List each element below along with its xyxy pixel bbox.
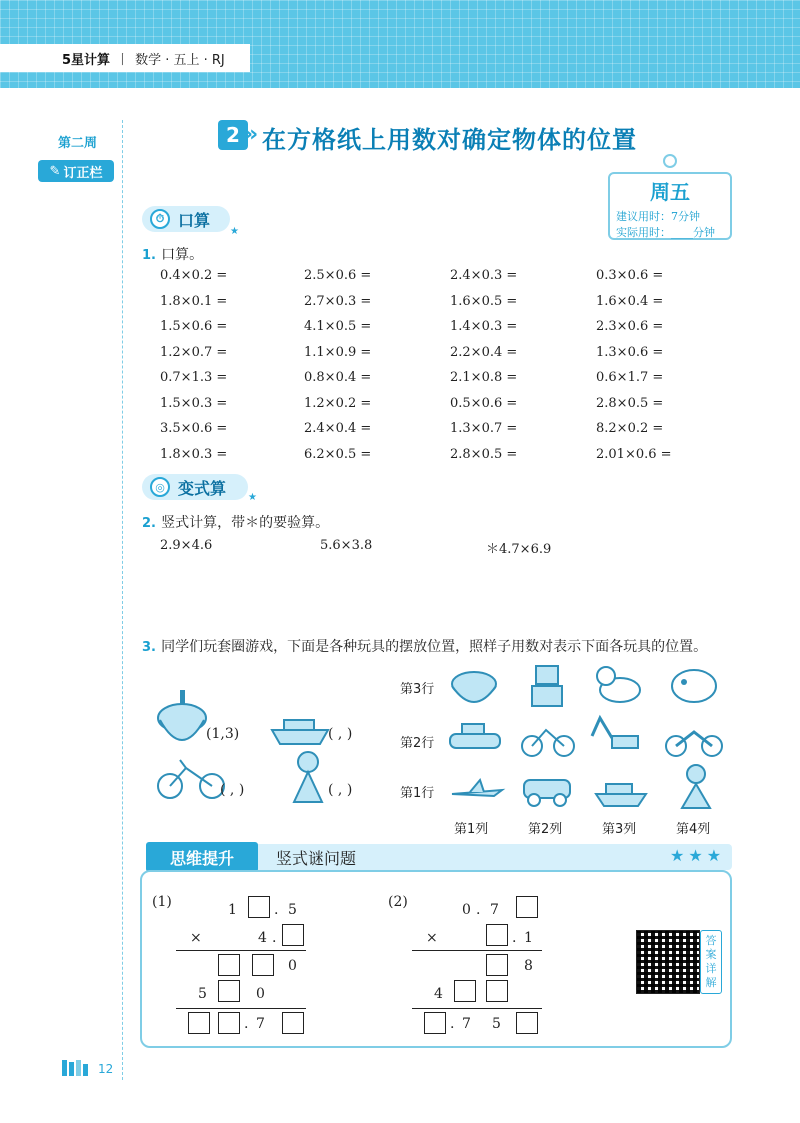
qr-code[interactable] bbox=[636, 930, 700, 994]
calc-item: 2.3×0.6 = bbox=[596, 319, 664, 334]
calc-item: 2.7×0.3 = bbox=[304, 293, 372, 309]
puzzle-2-blank[interactable] bbox=[424, 1012, 446, 1034]
books-icon bbox=[60, 1058, 94, 1078]
puzzle-1-digit: 0 bbox=[256, 986, 265, 1002]
actual-time: 实际用时：____分钟 bbox=[616, 226, 715, 239]
puzzle-1-blank[interactable] bbox=[282, 924, 304, 946]
coord-blank-doll[interactable]: ( , ) bbox=[328, 782, 353, 798]
correction-label bbox=[38, 160, 114, 182]
question-3 bbox=[142, 636, 732, 656]
q3-number: 3. bbox=[142, 640, 156, 655]
calc-item: 1.8×0.1 = bbox=[160, 293, 228, 309]
puzzle-1-digit: 0 bbox=[288, 958, 297, 974]
puzzle-2-dot: . bbox=[476, 902, 481, 918]
calc-item: 1.5×0.3 = bbox=[160, 395, 228, 411]
puzzle-2-digit: 0 bbox=[462, 902, 471, 918]
puzzle-2-blank[interactable] bbox=[516, 1012, 538, 1034]
puzzle-2-blank[interactable] bbox=[486, 924, 508, 946]
day-card bbox=[608, 172, 732, 240]
calc-item: 2.4×0.4 = bbox=[304, 421, 372, 436]
puzzle-1-digit: 4 bbox=[258, 930, 267, 946]
puzzle-1-blank[interactable] bbox=[252, 954, 274, 976]
puzzle-1-digit: 1 bbox=[228, 902, 237, 918]
puzzle-2-blank[interactable] bbox=[516, 896, 538, 918]
question-1 bbox=[142, 244, 203, 264]
calc-item: 2.2×0.4 = bbox=[450, 344, 518, 360]
puzzle-1-digit: 7 bbox=[256, 1016, 265, 1032]
col-label-3: 第3列 bbox=[602, 822, 637, 837]
brand-name: 5星计算 bbox=[62, 52, 111, 68]
robot-icon bbox=[532, 666, 562, 706]
calc-item: 1.2×0.7 = bbox=[160, 344, 228, 360]
calc-item: 1.3×0.7 = bbox=[450, 421, 518, 436]
spinning-top-icon bbox=[452, 672, 496, 702]
page-number: 12 bbox=[98, 1062, 114, 1076]
puzzle-2-digit: 4 bbox=[434, 986, 443, 1002]
puzzle-2-digit: 7 bbox=[490, 902, 499, 918]
col-label-2: 第2列 bbox=[528, 822, 563, 837]
answer-label-char: 案 bbox=[705, 948, 717, 961]
timer-icon: ⏱ bbox=[150, 209, 170, 229]
subject-label: 数学 · 五上 · RJ bbox=[135, 52, 225, 68]
calc-item: 0.6×1.7 = bbox=[596, 370, 664, 385]
puzzle-1-blank[interactable] bbox=[218, 1012, 240, 1034]
q2-text: 竖式计算，带＊的要验算。 bbox=[161, 515, 330, 531]
calc-item: 1.8×0.3 = bbox=[160, 446, 228, 462]
brand-divider: 丨 bbox=[116, 52, 130, 68]
q2-number: 2. bbox=[142, 516, 156, 531]
question-2 bbox=[142, 512, 329, 532]
puzzle-1-blank[interactable] bbox=[282, 1012, 304, 1034]
puzzle-1-rule bbox=[176, 950, 306, 951]
puzzle-1-label: (1) bbox=[152, 894, 172, 910]
puzzle-2-label: (2) bbox=[388, 894, 408, 910]
margin-divider bbox=[122, 120, 123, 1080]
coord-blank-ship[interactable]: ( , ) bbox=[328, 726, 353, 742]
toy-grid bbox=[440, 656, 730, 816]
answer-label-char: 解 bbox=[705, 976, 717, 989]
puzzle-2-digit: 1 bbox=[524, 930, 533, 946]
puzzle-1-digit: 5 bbox=[198, 986, 207, 1002]
row-label-2: 第2行 bbox=[400, 736, 435, 751]
calc-item: 1.6×0.4 = bbox=[596, 293, 664, 309]
calc-item: 3.5×0.6 = bbox=[160, 421, 228, 436]
section-oral-label: 口算 bbox=[178, 210, 211, 230]
ship-icon bbox=[596, 784, 646, 806]
calc-item: 0.3×0.6 = bbox=[596, 268, 664, 283]
puzzle-2-digit: 7 bbox=[462, 1016, 471, 1032]
section-variant-label: 变式算 bbox=[178, 478, 227, 498]
puzzle-1-digit: 5 bbox=[288, 902, 297, 918]
airplane-icon bbox=[452, 780, 502, 796]
star-icon: ★ bbox=[230, 226, 239, 237]
row-label-3: 第3行 bbox=[400, 682, 435, 697]
doll-icon bbox=[682, 765, 710, 808]
bicycle-icon bbox=[158, 760, 224, 798]
calc-item: 1.5×0.6 = bbox=[160, 319, 228, 334]
vertical-calc-3: ＊4.7×6.9 bbox=[486, 542, 552, 557]
calc-item: 1.3×0.6 = bbox=[596, 344, 664, 360]
q3-text: 同学们玩套圈游戏，下面是各种玩具的摆放位置，照样子用数对表示下面各玩具的位置。 bbox=[161, 639, 708, 655]
calc-item: 2.01×0.6 = bbox=[596, 446, 672, 462]
dog-icon bbox=[597, 667, 640, 702]
calc-item: 6.2×0.5 = bbox=[304, 446, 372, 462]
puzzle-2-times: × bbox=[426, 930, 438, 946]
puzzle-1-dot: . bbox=[274, 902, 279, 918]
row-label-1: 第1行 bbox=[400, 786, 435, 801]
puzzle-1-times: × bbox=[190, 930, 202, 946]
target-icon: ◎ bbox=[150, 477, 170, 497]
title-arrow-icon: » bbox=[244, 122, 259, 147]
answer-label bbox=[700, 930, 722, 994]
puzzle-1-rule bbox=[176, 1008, 306, 1009]
calc-item: 4.1×0.5 = bbox=[304, 319, 372, 334]
calc-item: 1.1×0.9 = bbox=[304, 344, 372, 360]
lesson-title: 在方格纸上用数对确定物体的位置 bbox=[262, 126, 637, 154]
col-label-4: 第4列 bbox=[676, 822, 711, 837]
puzzle-2-dot: . bbox=[512, 930, 517, 946]
answer-label-char: 详 bbox=[705, 962, 717, 975]
doll-icon bbox=[294, 752, 322, 802]
difficulty-stars: ★★★ bbox=[670, 846, 726, 865]
bicycle-icon bbox=[522, 730, 574, 756]
puzzle-1-blank[interactable] bbox=[218, 954, 240, 976]
coord-blank-bicycle[interactable]: ( , ) bbox=[220, 782, 245, 798]
puzzle-1-blank[interactable] bbox=[218, 980, 240, 1002]
week-label: 第二周 bbox=[58, 136, 98, 151]
calc-item: 2.8×0.5 = bbox=[596, 395, 664, 411]
q1-number: 1. bbox=[142, 248, 156, 263]
calc-item: 0.4×0.2 = bbox=[160, 268, 228, 283]
puzzle-1-dot: . bbox=[244, 1016, 249, 1032]
q1-text: 口算。 bbox=[161, 247, 204, 263]
puzzle-2-digit: 5 bbox=[492, 1016, 501, 1032]
suggested-time: 建议用时：7分钟 bbox=[616, 210, 700, 223]
puzzle-2-dot: . bbox=[450, 1016, 455, 1032]
car-icon bbox=[524, 780, 570, 806]
calc-item: 1.2×0.2 = bbox=[304, 395, 372, 411]
calc-item: 8.2×0.2 = bbox=[596, 421, 664, 436]
spinning-top-icon bbox=[158, 690, 206, 740]
ship-icon bbox=[272, 720, 328, 744]
star-icon: ★ bbox=[248, 492, 257, 503]
calc-item: 0.8×0.4 = bbox=[304, 370, 372, 385]
section-variant-pill bbox=[142, 474, 248, 500]
guinea-pig-icon bbox=[672, 670, 716, 702]
puzzle-2-blank[interactable] bbox=[454, 980, 476, 1002]
calc-item: 2.4×0.3 = bbox=[450, 268, 518, 283]
puzzle-1-blank[interactable] bbox=[188, 1012, 210, 1034]
motorcycle-icon bbox=[666, 732, 722, 756]
puzzle-2-blank[interactable] bbox=[486, 980, 508, 1002]
puzzle-2-rule bbox=[412, 1008, 542, 1009]
puzzle-2-digit: 8 bbox=[524, 958, 533, 974]
vertical-calc-2: 5.6×3.8 bbox=[320, 538, 373, 553]
answer-label-char: 答 bbox=[705, 934, 717, 947]
pencil-icon: ✎ bbox=[49, 163, 61, 179]
puzzle-2-rule bbox=[412, 950, 542, 951]
excavator-icon bbox=[592, 718, 638, 748]
lesson-number: 2 bbox=[218, 120, 248, 150]
calc-item: 2.1×0.8 = bbox=[450, 370, 518, 385]
brand-bar bbox=[0, 44, 250, 72]
correction-text: 订正栏 bbox=[63, 165, 103, 181]
thinking-subtitle: 竖式谜问题 bbox=[276, 849, 357, 868]
puzzle-1-blank[interactable] bbox=[248, 896, 270, 918]
coord-example: (1,3) bbox=[206, 726, 240, 742]
calc-item: 0.5×0.6 = bbox=[450, 395, 518, 411]
day-label: 周五 bbox=[650, 180, 690, 204]
thinking-title: 思维提升 bbox=[146, 842, 258, 872]
puzzle-1-dot: . bbox=[272, 930, 277, 946]
section-oral-pill bbox=[142, 206, 230, 232]
puzzle-2-blank[interactable] bbox=[486, 954, 508, 976]
calc-item: 1.6×0.5 = bbox=[450, 293, 518, 309]
calc-item: 2.8×0.5 = bbox=[450, 446, 518, 462]
col-label-1: 第1列 bbox=[454, 822, 489, 837]
pin-icon bbox=[663, 154, 677, 168]
calc-item: 1.4×0.3 = bbox=[450, 319, 518, 334]
calc-item: 2.5×0.6 = bbox=[304, 268, 372, 283]
vertical-calc-1: 2.9×4.6 bbox=[160, 538, 213, 553]
calc-item: 0.7×1.3 = bbox=[160, 370, 228, 385]
tank-icon bbox=[450, 724, 500, 748]
